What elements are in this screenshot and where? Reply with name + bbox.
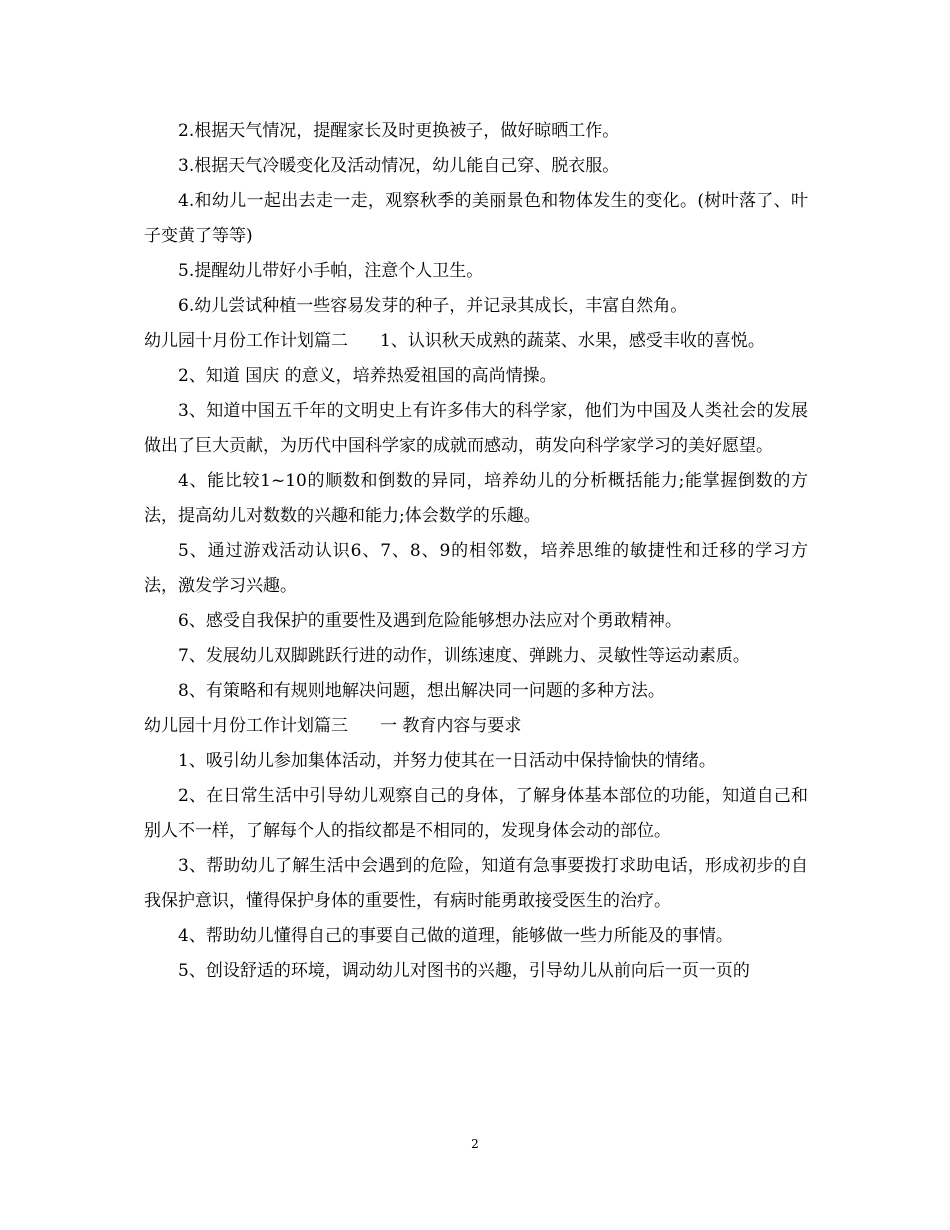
paragraph-text: 4.和幼儿一起出去走一走，观察秋季的美丽景色和物体发生的变化。(树叶落了、叶子变黄了等等) bbox=[144, 191, 808, 246]
paragraph-text: 一 教育内容与要求 bbox=[380, 716, 522, 736]
paragraph-text: 1、认识秋天成熟的蔬菜、水果，感受丰收的喜悦。 bbox=[380, 331, 765, 351]
body-paragraph bbox=[144, 149, 808, 184]
paragraph-text: 3.根据天气冷暖变化及活动情况，幼儿能自己穿、脱衣服。 bbox=[178, 156, 620, 176]
paragraph-text: 6、感受自我保护的重要性及遇到危险能够想办法应对个勇敢精神。 bbox=[178, 611, 682, 631]
paragraph-text: 1、吸引幼儿参加集体活动，并努力使其在一日活动中保持愉快的情绪。 bbox=[178, 751, 716, 771]
body-paragraph bbox=[144, 394, 808, 464]
section-heading-paragraph bbox=[144, 324, 808, 359]
section-heading-paragraph bbox=[144, 709, 808, 744]
paragraph-text: 5、创设舒适的环境，调动幼儿对图书的兴趣，引导幼儿从前向后一页一页的 bbox=[178, 961, 750, 981]
paragraph-text: 2、在日常生活中引导幼儿观察自己的身体，了解身体基本部位的功能，知道自己和别人不一样，了解每个人的指纹都是不相同的，发现身体会动的部位。 bbox=[144, 786, 808, 841]
paragraph-text: 2、知道 国庆 的意义，培养热爱祖国的高尚情操。 bbox=[178, 366, 557, 386]
body-paragraph bbox=[144, 114, 808, 149]
body-paragraph bbox=[144, 674, 808, 709]
paragraph-text: 5、通过游戏活动认识6、7、8、9的相邻数，培养思维的敏捷性和迁移的学习方法，激发学习兴趣。 bbox=[144, 541, 808, 596]
body-paragraph bbox=[144, 359, 808, 394]
body-paragraph bbox=[144, 639, 808, 674]
paragraph-text: 4、帮助幼儿懂得自己的事要自己做的道理，能够做一些力所能及的事情。 bbox=[178, 926, 733, 946]
body-paragraph bbox=[144, 604, 808, 639]
document-body bbox=[144, 114, 808, 989]
paragraph-text: 7、发展幼儿双脚跳跃行进的动作，训练速度、弹跳力、灵敏性等运动素质。 bbox=[178, 646, 750, 666]
paragraph-text: 3、帮助幼儿了解生活中会遇到的危险，知道有急事要拨打求助电话，形成初步的自我保护意识，懂得保护身体的重要性，有病时能勇敢接受医生的治疗。 bbox=[144, 856, 808, 911]
page-number: 2 bbox=[471, 1137, 479, 1151]
body-paragraph bbox=[144, 779, 808, 849]
body-paragraph bbox=[144, 744, 808, 779]
paragraph-text: 3、知道中国五千年的文明史上有许多伟大的科学家，他们为中国及人类社会的发展做出了巨大贡献，为历代中国科学家的成就而感动，萌发向科学家学习的美好愿望。 bbox=[144, 401, 808, 456]
body-paragraph bbox=[144, 254, 808, 289]
section-title: 幼儿园十月份工作计划篇二 bbox=[144, 331, 348, 351]
body-paragraph bbox=[144, 289, 808, 324]
paragraph-text: 5.提醒幼儿带好小手帕，注意个人卫生。 bbox=[178, 261, 484, 281]
paragraph-text: 8、有策略和有规则地解决问题，想出解决同一问题的多种方法。 bbox=[178, 681, 665, 701]
paragraph-text: 2.根据天气情况，提醒家长及时更换被子，做好晾晒工作。 bbox=[178, 121, 620, 141]
body-paragraph bbox=[144, 849, 808, 919]
section-title: 幼儿园十月份工作计划篇三 bbox=[144, 716, 348, 736]
body-paragraph bbox=[144, 534, 808, 604]
body-paragraph bbox=[144, 464, 808, 534]
paragraph-text: 4、能比较1~10的顺数和倒数的异同，培养幼儿的分析概括能力;能掌握倒数的方法，提高幼儿对数数的兴趣和能力;体会数学的乐趣。 bbox=[144, 471, 808, 526]
body-paragraph bbox=[144, 919, 808, 954]
body-paragraph bbox=[144, 184, 808, 254]
body-paragraph bbox=[144, 954, 808, 989]
paragraph-text: 6.幼儿尝试种植一些容易发芽的种子，并记录其成长，丰富自然角。 bbox=[178, 296, 688, 316]
